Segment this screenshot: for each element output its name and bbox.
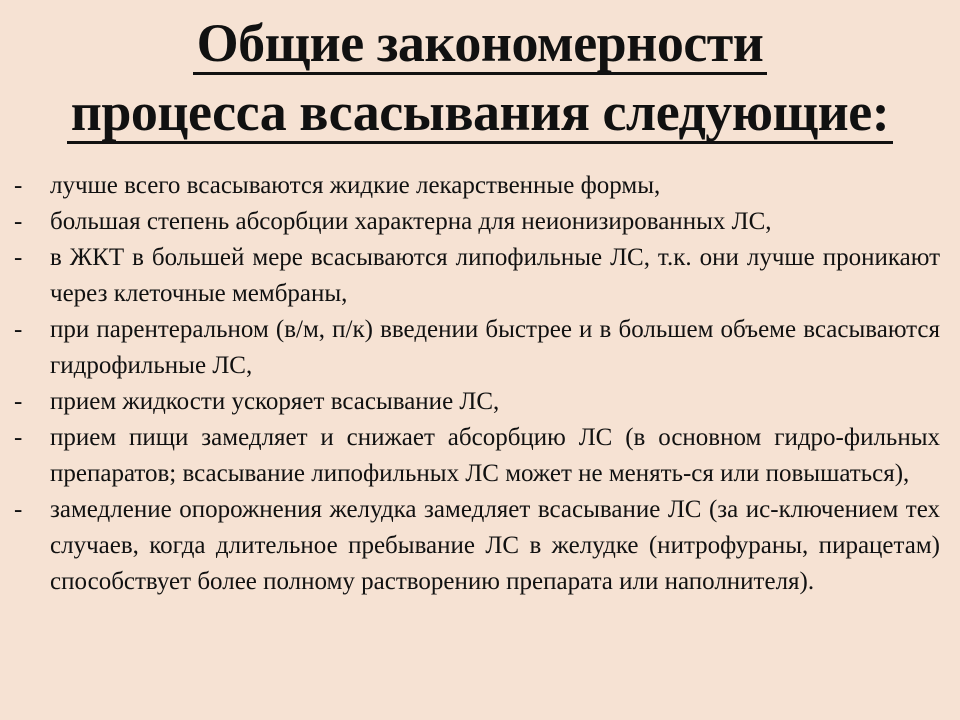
slide-title-line-1: Общие закономерности [193,14,768,75]
list-item-text: большая степень абсорбции характерна для неионизированных ЛС, [50,208,772,235]
list-item [14,312,940,384]
list-item-text: при парентеральном (в/м, п/к) введении быстрее и в большем объеме всасываются гидрофильные ЛС, [50,316,940,379]
list-item [14,240,940,312]
list-item-text: прием пищи замедляет и снижает абсорбцию ЛС (в основном гидро-фильных препаратов; всасывание липофильных ЛС может не менять-ся или повышаться), [50,424,940,487]
list-item [14,384,940,420]
list-item-text: прием жидкости ускоряет всасывание ЛС, [50,388,500,415]
bullet-dash: - [14,424,23,451]
list-item-text: замедление опорожнения желудка замедляет всасывание ЛС (за ис-ключением тех случаев, когда длительное пребывание ЛС в желудке (нитрофураны, пирацетам) способствует более полному растворению препарата или наполнителя). [50,496,940,595]
bullet-dash: - [14,388,23,415]
list-item [14,492,940,600]
list-item [14,168,940,204]
slide-title-line-2: процесса всасывания следующие: [67,83,893,144]
bullet-dash: - [14,172,23,199]
list-item [14,204,940,240]
list-item-text: лучше всего всасываются жидкие лекарственные формы, [50,172,661,199]
bullet-list [14,168,940,600]
bullet-dash: - [14,316,23,343]
bullet-dash: - [14,208,23,235]
bullet-dash: - [14,496,23,523]
slide-title [0,0,960,148]
bullet-dash: - [14,244,23,271]
list-item-text: в ЖКТ в большей мере всасываются липофильные ЛС, т.к. они лучше проникают через клеточные мембраны, [50,244,940,307]
list-item [14,420,940,492]
